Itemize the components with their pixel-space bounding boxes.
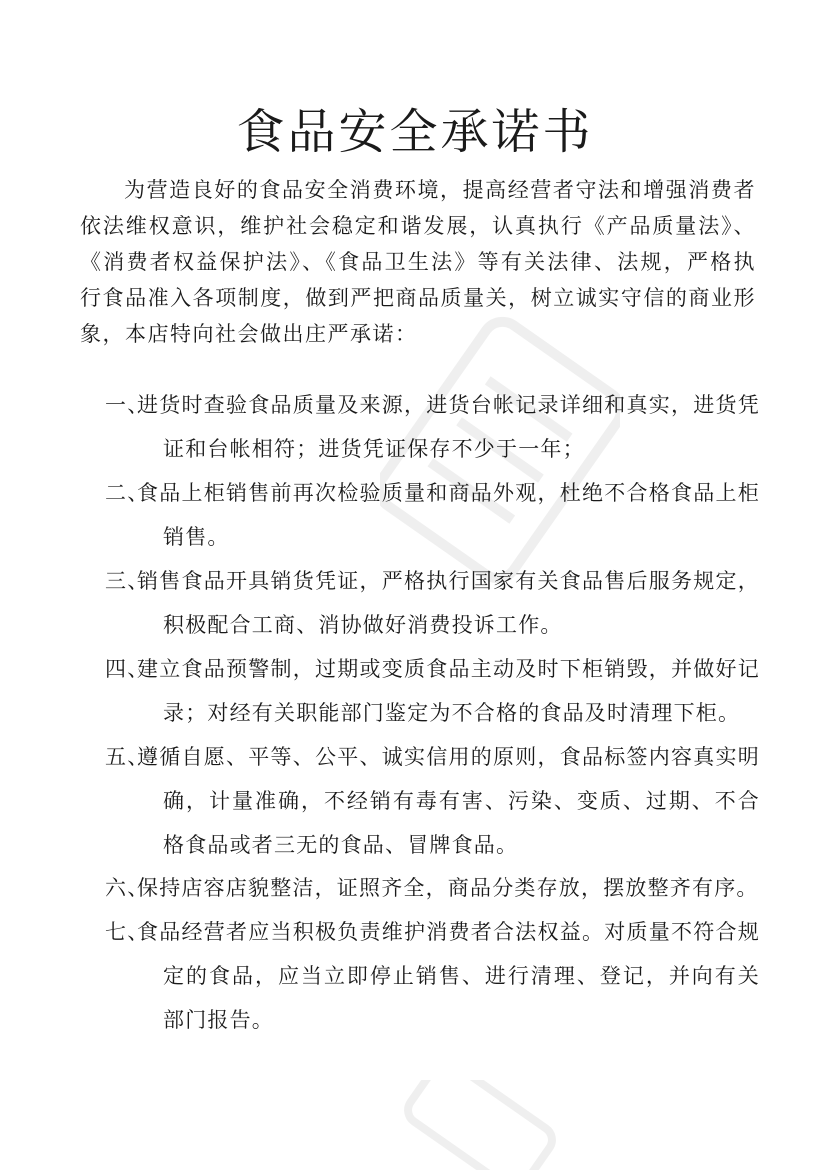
commitment-item-3 (105, 559, 760, 647)
item-text: 销售食品开具销货凭证，严格执行国家有关食品售后服务规定，积极配合工商、消协做好消费投诉工作。 (137, 569, 760, 637)
item-number: 七、 (105, 920, 150, 944)
document-title: 食品安全承诺书 (236, 104, 594, 160)
commitment-item-7 (105, 910, 760, 1042)
commitment-item-6 (105, 866, 760, 910)
item-number: 二、 (105, 481, 150, 505)
watermark-logo-bottom (380, 1080, 580, 1170)
commitment-item-1 (105, 383, 760, 471)
commitment-item-5 (105, 735, 760, 867)
item-text: 食品上柜销售前再次检验质量和商品外观，杜绝不合格食品上柜销售。 (137, 481, 760, 549)
item-number: 六、 (105, 876, 150, 900)
item-number: 五、 (105, 745, 150, 769)
item-number: 四、 (105, 657, 150, 681)
commitment-item-2 (105, 471, 760, 559)
item-text: 食品经营者应当积极负责维护消费者合法权益。对质量不符合规定的食品，应当立即停止销售、进行清理、登记，并向有关部门报告。 (137, 920, 760, 1032)
item-text: 保持店容店貌整洁，证照齐全，商品分类存放，摆放整齐有序。 (137, 876, 759, 900)
item-text: 遵循自愿、平等、公平、诚实信用的原则，食品标签内容真实明确，计量准确，不经销有毒有害、污染、变质、过期、不合格食品或者三无的食品、冒牌食品。 (137, 745, 760, 857)
commitment-item-4 (105, 647, 760, 735)
item-number: 一、 (105, 393, 150, 417)
intro-paragraph: 为营造良好的食品安全消费环境，提高经营者守法和增强消费者依法维权意识，维护社会稳定和谐发展，认真执行《产品质量法》、《消费者权益保护法》、《食品卫生法》等有关法律、法规，严格执行食品准入各项制度，做到严把商品质量关，树立诚实守信的商业形象，本店特向社会做出庄严承诺： (80, 178, 756, 346)
item-text: 进货时查验食品质量及来源，进货台帐记录详细和真实，进货凭证和台帐相符；进货凭证保存不少于一年； (137, 393, 760, 461)
item-number: 三、 (105, 569, 150, 593)
item-text: 建立食品预警制，过期或变质食品主动及时下柜销毁，并做好记录；对经有关职能部门鉴定为不合格的食品及时清理下柜。 (137, 657, 760, 725)
